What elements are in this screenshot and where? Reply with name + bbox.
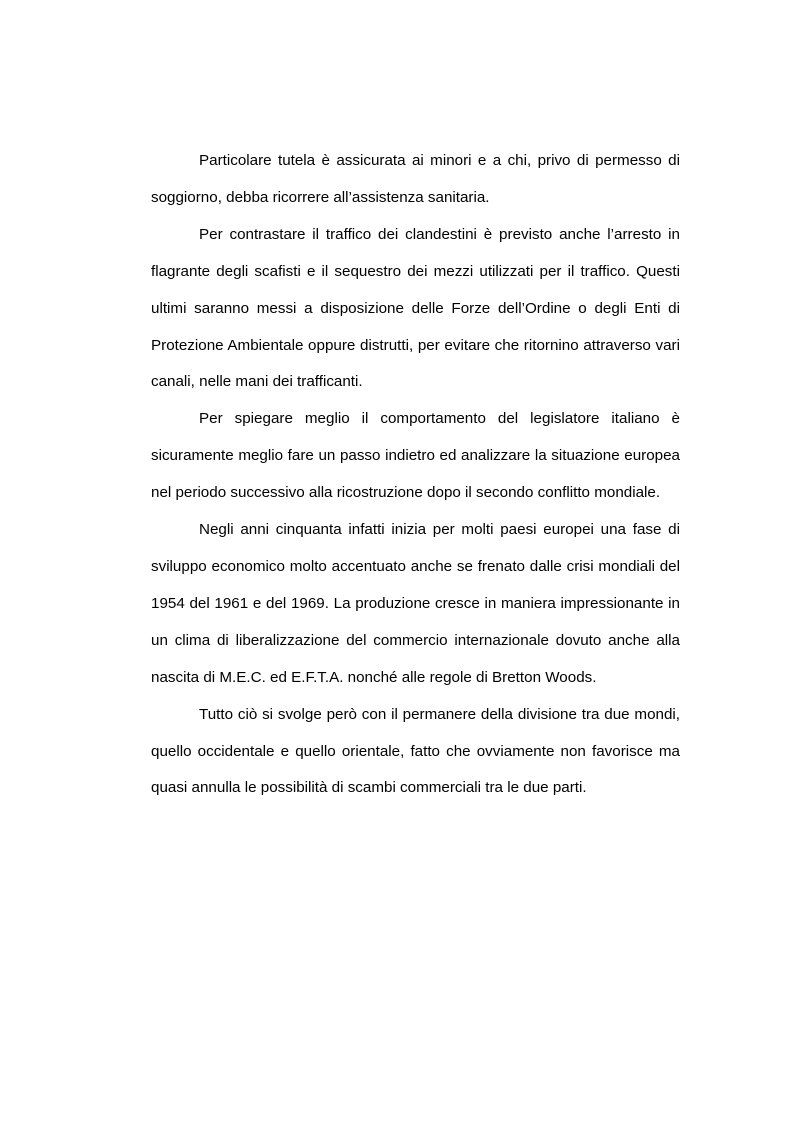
paragraph: Tutto ciò si svolge però con il permanere della divisione tra due mondi, quello occidentale e quello orientale, fatto che ovviamente non favorisce ma quasi annulla le possibilità di scambi commerciali tra le due parti. [151, 705, 680, 797]
paragraph: Per contrastare il traffico dei clandestini è previsto anche l’arresto in flagrante degli scafisti e il sequestro dei mezzi utilizzati per il traffico. Questi ultimi saranno messi a disposizione delle Forze dell’Ordine o degli Enti di Protezione Ambientale oppure distrutti, per evitare che ritornino attraverso vari canali, nelle mani dei trafficanti. [151, 225, 680, 391]
paragraph: Particolare tutela è assicurata ai minori e a chi, privo di permesso di soggiorno, debba ricorrere all’assistenza sanitaria. [151, 152, 680, 206]
paragraph: Negli anni cinquanta infatti inizia per molti paesi europei una fase di sviluppo economico molto accentuato anche se frenato dalle crisi mondiali del 1954 del 1961 e del 1969. La produzione cresce in maniera impressionante in un clima di liberalizzazione del commercio internazionale dovuto anche alla nascita di M.E.C. ed E.F.T.A. nonché alle regole di Bretton Woods. [151, 521, 680, 686]
body-text [151, 143, 680, 807]
paragraph: Per spiegare meglio il comportamento del legislatore italiano è sicuramente meglio fare un passo indietro ed analizzare la situazione europea nel periodo successivo alla ricostruzione dopo il secondo conflitto mondiale. [151, 410, 680, 502]
